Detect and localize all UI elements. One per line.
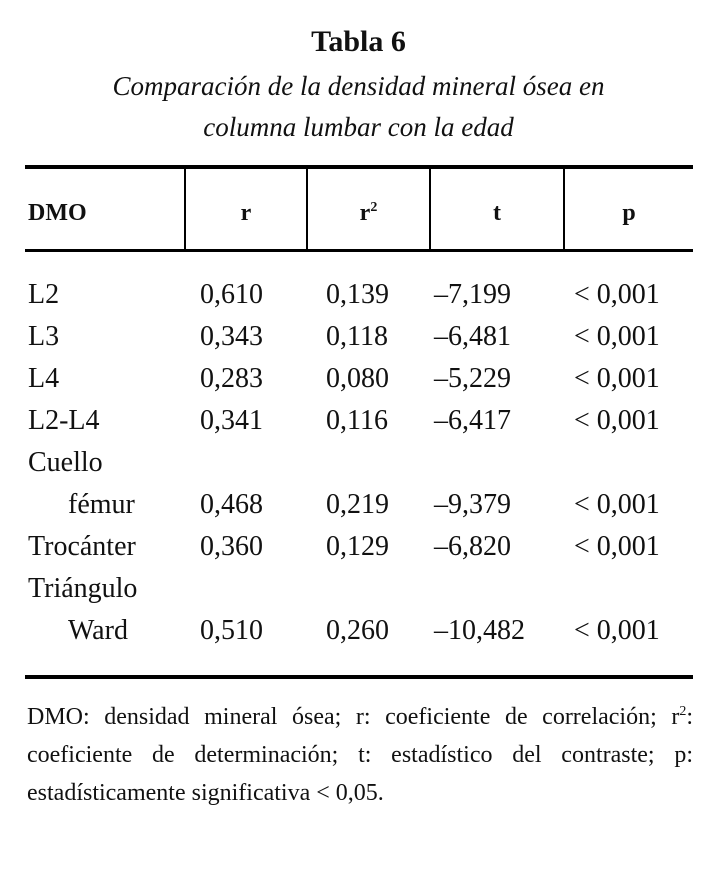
row-r: 0,510 — [200, 615, 263, 646]
row-r: 0,468 — [200, 489, 263, 520]
row-r: 0,341 — [200, 405, 263, 436]
table-bottom-rule — [25, 675, 693, 679]
table-row — [0, 442, 717, 484]
table-row — [0, 400, 717, 442]
row-label: Trocánter — [28, 531, 136, 562]
table-row — [0, 358, 717, 400]
row-r: 0,610 — [200, 279, 263, 310]
row-t: –6,820 — [434, 531, 511, 562]
row-p: < 0,001 — [574, 279, 660, 310]
row-r2: 0,129 — [326, 531, 389, 562]
subtitle-line-2: columna lumbar con la edad — [203, 112, 514, 142]
row-p: < 0,001 — [574, 489, 660, 520]
row-r: 0,343 — [200, 321, 263, 352]
row-p: < 0,001 — [574, 321, 660, 352]
header-bottom-rule — [25, 249, 693, 252]
row-t: –9,379 — [434, 489, 511, 520]
row-t: –5,229 — [434, 363, 511, 394]
row-label: Cuello — [28, 447, 103, 478]
row-t: –6,481 — [434, 321, 511, 352]
table-row — [0, 526, 717, 568]
table-row — [0, 610, 717, 652]
row-p: < 0,001 — [574, 531, 660, 562]
row-p: < 0,001 — [574, 615, 660, 646]
row-r2: 0,260 — [326, 615, 389, 646]
header-r: r — [240, 200, 252, 226]
row-r2: 0,080 — [326, 363, 389, 394]
table-top-rule — [25, 165, 693, 169]
table-row — [0, 274, 717, 316]
header-r2-superscript: 2 — [370, 200, 378, 215]
header-r2 — [308, 196, 429, 230]
row-label: Ward — [68, 615, 128, 646]
row-label: Triángulo — [28, 573, 138, 604]
table-row — [0, 568, 717, 610]
header-t: t — [493, 200, 501, 226]
row-r2: 0,139 — [326, 279, 389, 310]
header-dmo: DMO — [28, 200, 87, 226]
header-r2-base: r — [359, 200, 371, 226]
table-row — [0, 316, 717, 358]
table-title: Tabla 6 — [311, 25, 406, 58]
row-r2: 0,116 — [326, 405, 388, 436]
row-r2: 0,118 — [326, 321, 388, 352]
row-p: < 0,001 — [574, 363, 660, 394]
row-label: L2 — [28, 279, 60, 310]
row-label: L3 — [28, 321, 60, 352]
row-p: < 0,001 — [574, 405, 660, 436]
row-label: L4 — [28, 363, 60, 394]
table-subtitle — [0, 66, 717, 148]
header-p: p — [622, 200, 636, 226]
footnote-text-2: : coeficiente de determinación; t: estadístico del contraste; p: estadísticamente significativa < 0,05. — [27, 704, 693, 806]
row-r: 0,283 — [200, 363, 263, 394]
row-r: 0,360 — [200, 531, 263, 562]
row-label: fémur — [68, 489, 135, 520]
row-r2: 0,219 — [326, 489, 389, 520]
table-footnote — [27, 698, 693, 812]
row-t: –10,482 — [434, 615, 525, 646]
table-row — [0, 484, 717, 526]
row-label: L2-L4 — [28, 405, 100, 436]
row-t: –6,417 — [434, 405, 511, 436]
row-t: –7,199 — [434, 279, 511, 310]
footnote-superscript: 2 — [679, 704, 687, 719]
footnote-text-1: DMO: densidad mineral ósea; r: coeficiente de correlación; r — [27, 704, 680, 730]
subtitle-line-1: Comparación de la densidad mineral ósea en — [112, 71, 605, 101]
